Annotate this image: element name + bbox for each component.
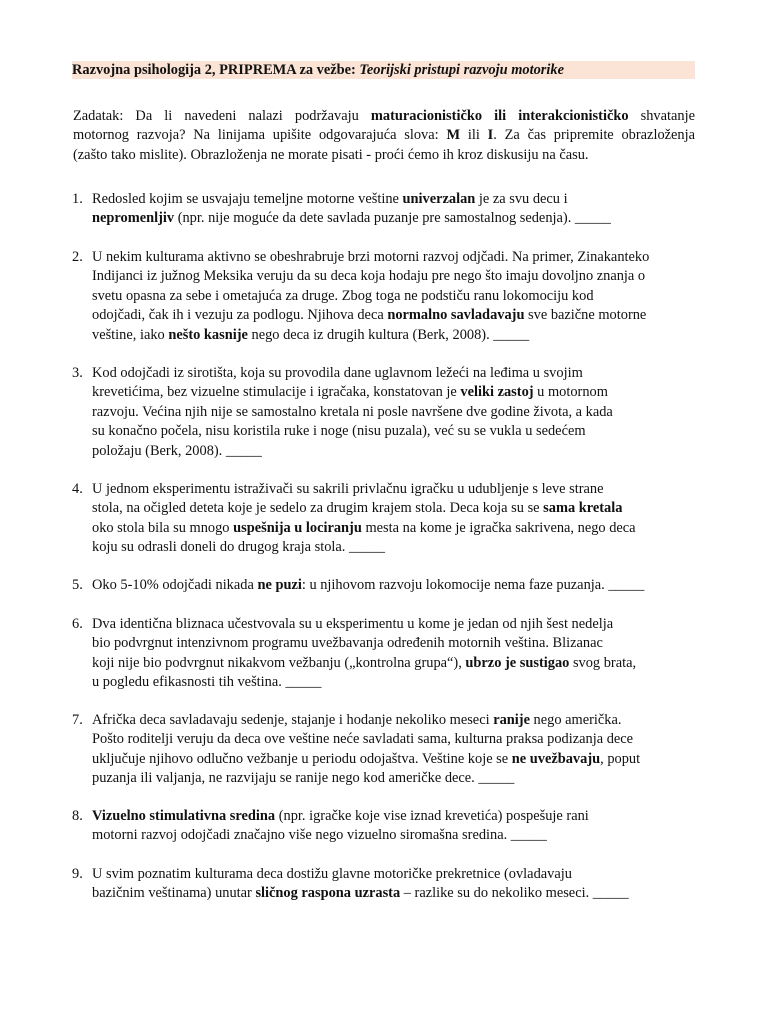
- key-phrase: nepromenljiv: [92, 210, 175, 227]
- question-line: [92, 673, 712, 692]
- question-line: [92, 654, 712, 673]
- line-text: uključuje njihovo odlučno vežbanje u periodu odojaštva. Veštine koje se: [92, 750, 512, 767]
- intro-text: (zašto tako mislite). Obrazloženja ne morate pisati - proći ćemo ih kroz diskusiju na času.: [73, 146, 589, 163]
- question-line: [92, 884, 712, 903]
- key-phrase: sama kretala: [543, 500, 623, 517]
- question-text: [92, 480, 712, 558]
- key-phrase: normalno savladavaju: [387, 307, 525, 324]
- intro-text: . Za čas pripremite obrazloženja: [493, 127, 695, 144]
- question-line: [92, 306, 712, 325]
- line-text: svetu opasna za sebe i ometajuća za druge. Zbog toga ne podstiču ranu lokomociju kod: [92, 287, 594, 304]
- key-phrase: ne uvežbavaju: [511, 750, 601, 767]
- question-text: [92, 364, 712, 461]
- line-text: u motornom: [533, 384, 608, 401]
- question-text: [92, 807, 712, 846]
- intro-line-1: [73, 107, 695, 126]
- line-text: Pošto roditelji veruju da deca ove veštine neće savladati sama, kulturna praksa podizanja dece: [92, 731, 634, 748]
- intro-emphasis: maturacionističko ili interakcionističko: [370, 108, 629, 124]
- line-text: Indijanci iz južnog Meksika veruju da su deca koja hodaju pre nego što imaju dovoljno znanja o: [92, 268, 646, 285]
- line-text: Oko 5-10% odojčadi nikada: [92, 577, 258, 593]
- question-text: [92, 576, 712, 595]
- intro-line-3: [73, 146, 695, 165]
- line-text: je za svu decu i: [475, 191, 568, 207]
- line-text: u pogledu efikasnosti tih veština. _____: [92, 674, 322, 691]
- line-text: koju su odrasli doneli do drugog kraja stola. _____: [92, 539, 385, 556]
- line-text: Afrička deca savladavaju sedenje, stajanje i hodanje nekoliko meseci: [92, 712, 494, 728]
- question-line: [92, 711, 712, 730]
- line-text: su konačno počela, nisu koristila ruke i noge (nisu puzala), već su se vukla u sedećem: [92, 423, 586, 440]
- intro-text: ili: [460, 127, 488, 144]
- line-text: – razlike su do nekoliko meseci. _____: [400, 885, 629, 902]
- question-number: 6.: [72, 616, 83, 632]
- question-line: [92, 519, 712, 538]
- line-text: koji nije bio podvrgnut nikakvom vežbanju („kontrolna grupa“),: [92, 654, 466, 671]
- key-phrase: uspešnija u lociranju: [233, 519, 362, 536]
- key-phrase: ne puzi: [257, 577, 302, 593]
- question-line: [92, 248, 712, 267]
- question-number: 8.: [72, 808, 83, 824]
- question-number: 4.: [72, 481, 83, 497]
- line-text: Kod odojčadi iz sirotišta, koja su provodila dane uglavnom ležeći na leđima u svojim: [92, 365, 583, 381]
- question-line: [92, 326, 712, 345]
- question-line: [92, 826, 712, 845]
- question-line: [92, 209, 712, 228]
- question-line: [92, 364, 712, 383]
- line-text: nego deca iz drugih kultura (Berk, 2008). _____: [247, 326, 530, 343]
- question-line: [92, 634, 712, 653]
- question-line: [92, 499, 712, 518]
- line-text: : u njihovom razvoju lokomocije nema faze puzanja. _____: [301, 577, 645, 593]
- line-text: položaju (Berk, 2008). _____: [92, 442, 262, 459]
- question-line: [92, 422, 712, 441]
- line-text: sve bazične motorne: [524, 307, 647, 324]
- line-text: veštine, iako: [92, 326, 169, 343]
- key-phrase: ranije: [493, 712, 530, 728]
- page-title: [72, 61, 695, 79]
- question-text: [92, 711, 712, 789]
- line-text: motorni razvoj odojčadi značajno više nego vizuelno siromašna sredina. _____: [92, 827, 547, 844]
- question-number: 3.: [72, 365, 83, 381]
- intro-text: Zadatak: Da li navedeni nalazi podržavaju: [73, 108, 371, 124]
- question-number: 9.: [72, 866, 83, 882]
- line-text: (npr. igračke koje vise iznad krevetića) pospešuje rani: [275, 808, 589, 824]
- line-text: mesta na kome je igračka sakrivena, nego deca: [361, 519, 636, 536]
- question-line: [92, 403, 712, 422]
- question-text: [92, 190, 712, 229]
- intro-text: motornog razvoja? Na linijama upišite odgovarajuća slova:: [73, 127, 447, 144]
- line-text: U svim poznatim kulturama deca dostižu glavne motoričke prekretnice (ovladavaju: [92, 866, 572, 882]
- line-text: krevetićima, bez vizuelne stimulacije i igračaka, konstatovan je: [92, 384, 461, 401]
- intro-text: shvatanje: [628, 108, 695, 124]
- line-text: stola, na očigled deteta koje je sedelo za drugim krajem stola. Deca koja su se: [92, 500, 544, 517]
- question-text: [92, 248, 712, 345]
- task-instructions: [73, 107, 695, 165]
- question-line: [92, 538, 712, 557]
- question-number: 2.: [72, 249, 83, 265]
- question-line: [92, 287, 712, 306]
- line-text: svog brata,: [569, 654, 637, 671]
- title-topic: Teorijski pristupi razvoju motorike: [359, 62, 564, 78]
- question-line: [92, 865, 712, 884]
- key-phrase: sličnog raspona uzrasta: [255, 885, 401, 902]
- key-phrase: ubrzo je sustigao: [465, 654, 570, 671]
- question-line: [92, 769, 712, 788]
- line-text: razvoju. Većina njih nije se samostalno kretala ni posle navršene dve godine života, a kada: [92, 403, 613, 420]
- key-phrase: nešto kasnije: [168, 326, 248, 343]
- question-text: [92, 865, 712, 904]
- question-number: 5.: [72, 577, 83, 593]
- line-text: U nekim kulturama aktivno se obeshrabruje brzi motorni razvoj odjčadi. Na primer, Zinakanteko: [92, 249, 650, 265]
- question-line: [92, 807, 712, 826]
- question-line: [92, 442, 712, 461]
- key-phrase: univerzalan: [402, 191, 476, 207]
- question-line: [92, 576, 712, 595]
- question-text: [92, 615, 712, 693]
- line-text: bazičnim veštinama) unutar: [92, 885, 256, 902]
- question-line: [92, 750, 712, 769]
- line-text: oko stola bila su mnogo: [92, 519, 234, 536]
- line-text: , poput: [600, 750, 641, 767]
- line-text: U jednom eksperimentu istraživači su sakrili privlačnu igračku u udubljenje s leve strane: [92, 481, 604, 497]
- question-line: [92, 480, 712, 499]
- line-text: odojčadi, čak ih i vezuju za podlogu. Njihova deca: [92, 307, 388, 324]
- key-phrase: Vizuelno stimulativna sredina: [92, 808, 276, 824]
- line-text: Redosled kojim se usvajaju temeljne motorne veštine: [92, 191, 403, 207]
- answer-letter-i: I: [487, 127, 494, 144]
- question-line: [92, 267, 712, 286]
- title-prefix: Razvojna psihologija 2, PRIPREMA za vežbe:: [72, 62, 360, 78]
- line-text: Dva identična bliznaca učestvovala su u eksperimentu u kome je jedan od njih šest nedelja: [92, 616, 614, 632]
- question-line: [92, 730, 712, 749]
- intro-line-2: [73, 126, 695, 145]
- line-text: nego američka.: [529, 712, 622, 728]
- question-line: [92, 190, 712, 209]
- question-number: 7.: [72, 712, 83, 728]
- question-line: [92, 615, 712, 634]
- line-text: (npr. nije moguće da dete savlada puzanje pre samostalnog sedenja). _____: [174, 210, 611, 227]
- question-number: 1.: [72, 191, 83, 207]
- key-phrase: veliki zastoj: [460, 384, 534, 401]
- line-text: puzanja ili valjanja, ne razvijaju se ranije nego kod američke dece. _____: [92, 770, 515, 787]
- line-text: bio podvrgnut intenzivnom programu uvežbavanja određenih motornih veština. Blizanac: [92, 635, 603, 652]
- answer-letter-m: M: [446, 127, 461, 144]
- question-line: [92, 383, 712, 402]
